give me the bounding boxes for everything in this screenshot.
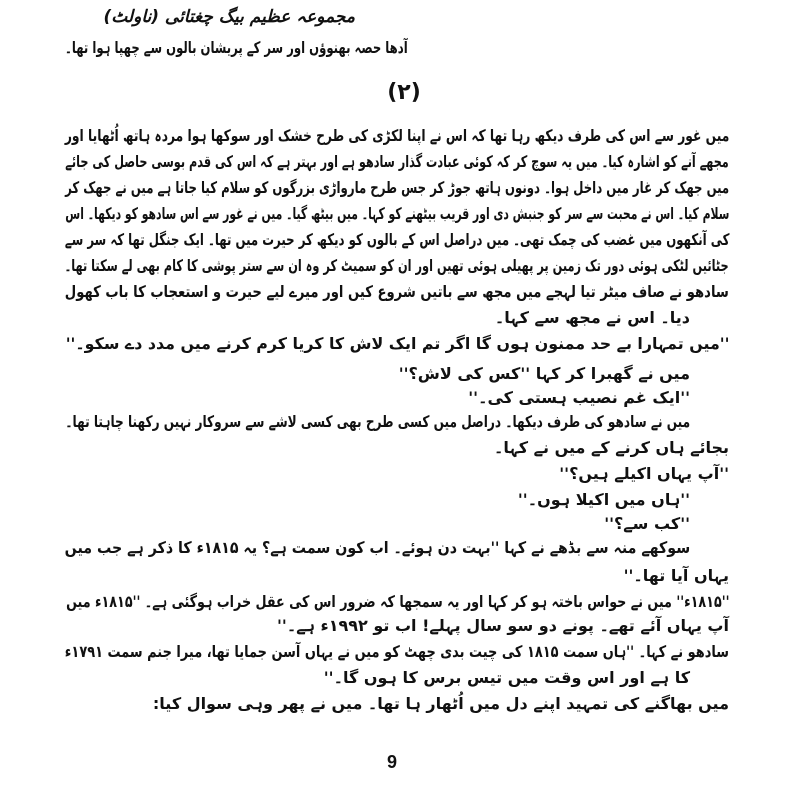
text-line: سادھو نے کہا۔ ''ہاں سمت ۱۸۱۵ کی چیت بدی چھٹ کو میں نے یہاں آسن جمایا تھا، میرا جنم سمت ۱۷۹۱ء	[64, 642, 729, 661]
text-line: میں نے سادھو کی طرف دیکھا۔ دراصل میں کسی طرح بھی کسی لاشے سے سروکار نہیں رکھنا چاہتا تھا۔	[65, 412, 690, 431]
text-line: سلام کیا۔ اس نے محبت سے سر کو جنبش دی اور قریب بیٹھنے کو کہا۔ میں بیٹھ گیا۔ میں نے غور سے اس سادھو کو دیکھا۔ اس	[64, 204, 729, 223]
text-line: ''آپ یہاں اکیلے ہیں؟''	[559, 464, 729, 483]
text-line: آدھا حصہ بھنوؤں اور سر کے پریشان بالوں سے چھپا ہوا تھا۔	[65, 38, 408, 57]
text-line: میں بھاگنے کی تمہید اپنے دل میں اُٹھار ہا تھا۔ میں نے پھر وہی سوال کیا:	[152, 694, 729, 713]
text-line: ''میں تمہارا بے حد ممنون ہوں گا اگر تم ایک لاش کا کریا کرم کرنے میں مدد دے سکو۔''	[65, 334, 729, 353]
text-line: مجھے آنے کو اشارہ کیا۔ میں یہ سوچ کر کہ کوئی عبادت گذار سادھو ہے اور بہتر ہے کہ اس کی قدم بوسی حاصل کی جائے	[65, 152, 729, 171]
text-line: میں غور سے اس کی طرف دیکھ رہا تھا کہ اس نے اپنا لکڑی کی طرح خشک اور سوکھا ہوا مردہ ہاتھ اُٹھایا اور	[64, 126, 729, 145]
text-line: سادھو نے صاف میٹر تیا لہجے میں مجھ سے باتیں شروع کیں اور میرے لیے حیرت و استعجاب کا باب کھول	[64, 282, 729, 301]
text-line: میں نے گھبرا کر کہا ''کس کی لاش؟''	[398, 364, 690, 383]
text-line: ''کب سے؟''	[604, 514, 690, 533]
text-line: دیا۔ اس نے مجھ سے کہا۔	[494, 308, 690, 327]
text-line: ''۱۸۱۵ء'' میں نے حواس باختہ ہو کر کہا اور یہ سمجھا کہ ضرور اس کی عقل خراب ہوگئی ہے۔ ''۱۸۱۵ء میں	[65, 592, 729, 611]
text-line: کا ہے اور اس وقت میں تیس برس کا ہوں گا۔''	[323, 668, 690, 687]
page-number: 9	[386, 752, 397, 772]
chapter-number: (۲)	[387, 80, 421, 105]
text-line: یہاں آیا تھا۔''	[623, 566, 729, 585]
running-header: مجموعہ عظیم بیگ چغتائی (ناولٹ)	[103, 7, 355, 27]
text-line: ''ہاں میں اکیلا ہوں۔''	[517, 490, 690, 509]
text-line: جٹائیں لٹکی ہوئی دور تک زمین پر پھیلی ہوئی تھیں اور ان کو سمیٹ کر وہ ان سے ستر پوشی کا کام بھی لے سکتا تھا۔	[64, 256, 729, 275]
text-line: کی آنکھوں میں غضب کی چمک تھی۔ میں دراصل اس کے بالوں کو دیکھ کر حیرت میں تھا۔ ایک جنگل تھا کہ سر سے	[64, 230, 729, 249]
text-line: سوکھے منہ سے بڈھے نے کہا ''بہت دن ہوئے۔ اب کون سمت ہے؟ یہ ۱۸۱۵ء کا ذکر ہے جب میں	[64, 538, 690, 557]
text-line: بجائے ہاں کرنے کے میں نے کہا۔	[494, 438, 729, 457]
text-line: ''ایک غم نصیب ہستی کی۔''	[468, 388, 690, 407]
text-line: آپ یہاں آئے تھے۔ پونے دو سو سال پہلے! اب تو ۱۹۹۲ء ہے۔''	[277, 616, 729, 635]
text-line: میں جھک کر غار میں داخل ہوا۔ دونوں ہاتھ جوڑ کر جس طرح مارواڑی بزرگوں کو سلام کیا جاتا ہے میں نے جھک کر	[64, 178, 729, 197]
